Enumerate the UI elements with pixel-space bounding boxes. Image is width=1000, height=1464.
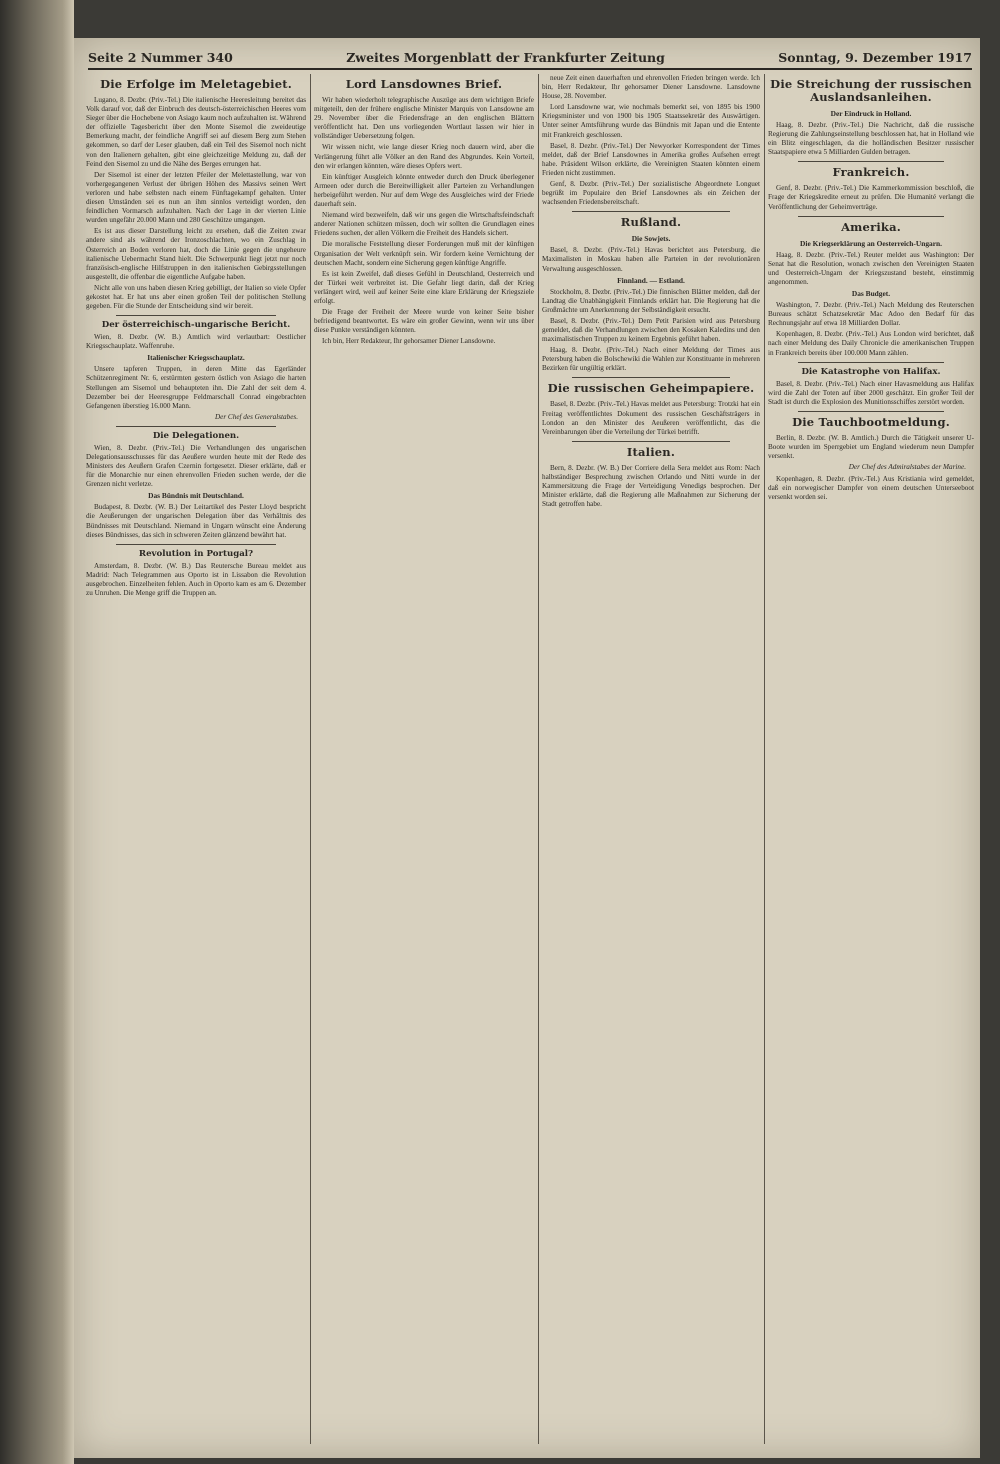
section-divider [572, 441, 730, 442]
subheading-italian-front: Italienischer Kriegsschauplatz. [147, 353, 245, 363]
subheading-war-declaration: Die Kriegserklärung an Oesterreich-Ungarn. [800, 238, 942, 248]
headline-secret-papers: Die russischen Geheimpapiere. [547, 381, 755, 396]
headline-russia: Rußland. [620, 215, 682, 230]
article-paragraph: Lugano, 8. Dezbr. (Priv.-Tel.) Die italienische Heeresleitung bereitet das Volk darauf vor, daß der Einbruch des deutsch-österreichischen Heeres vom Sieger über die Hochebene von Asiago kaum noch aufzuhalten ist. Während der offizielle Tagesbericht über den Monte Sisemol die zweideutige Bemerkung macht, der feindliche Angriff sei auf diesem Berg zum Stehen gekommen, so darf der Leser glauben, daß ein Teil des Sisemol noch nicht von den Italienern gehalten, gibt eine gleichzeitige Meldung zu, daß der Feind den Sisemol zu und die Nähe des Berges errungen hat. [86, 96, 306, 168]
article-paragraph: Basel, 8. Dezbr. (Priv.-Tel.) Havas meldet aus Petersburg: Trotzki hat ein Freitag veröffentlichtes Dokument des russischen Geschäftsträgers in London an den Minister des Aeußeren veröffentlicht, das die Vereinbarungen über die Verteilung der Türkei betrifft. [542, 400, 760, 436]
section-divider [798, 362, 944, 363]
newspaper-title: Zweites Morgenblatt der Frankfurter Zeitung [346, 49, 665, 65]
page-number: Seite 2 Nummer 340 [88, 49, 233, 65]
headline-austrian-report: Der österreichisch-ungarische Bericht. [101, 320, 291, 331]
book-spine [0, 0, 74, 1464]
section-divider [798, 411, 944, 412]
column-rule [538, 74, 539, 1444]
article-paragraph: Washington, 7. Dezbr. (Priv.-Tel.) Nach Meldung des Reuterschen Bureaus schätzt Schatzsekretär Mac Adoo den Bedarf für das Rechnungsjahr auf etwa 18 Milliarden Dollar. [768, 301, 974, 328]
column-rule [764, 74, 765, 1444]
column-2 [314, 74, 534, 1444]
article-paragraph: Basel, 8. Dezbr. (Priv.-Tel.) Der Newyorker Korrespondent der Times meldet, daß der Brief Lansdownes in Amerika großes Aufsehen erregt habe. Präsident Wilson erklärte, die Vereinigten Staaten könnten einem Frieden nicht zustimmen. [542, 141, 760, 177]
article-paragraph: Kopenhagen, 8. Dezbr. (Priv.-Tel.) Aus Kristiania wird gemeldet, daß ein norwegischer Dampfer von einem deutschen Unterseeboot versenkt worden sei. [768, 475, 974, 502]
article-paragraph: Wien, 8. Dezbr. (W. B.) Amtlich wird verlautbart: Oestlicher Kriegsschauplatz. Waffenruhe. [86, 333, 306, 351]
article-paragraph: Basel, 8. Dezbr. (Priv.-Tel.) Nach einer Havasmeldung aus Halifax wird die Zahl der Toten auf über 2000 geschätzt. Ein großer Teil der Stadt ist durch die Explosion des Munitionsschiffes zerstört worden. [768, 379, 974, 406]
headline-lansdowne: Lord Lansdownes Brief. [345, 77, 503, 91]
signature: Der Chef des Generalstabes. [214, 412, 298, 421]
issue-date: Sonntag, 9. Dezember 1917 [778, 49, 972, 65]
headline-melette: Die Erfolge im Meletagebiet. [100, 77, 292, 91]
masthead [88, 46, 972, 70]
column-rule [310, 74, 311, 1444]
section-divider [116, 426, 276, 427]
newspaper-page [74, 38, 980, 1458]
headline-portugal: Revolution in Portugal? [138, 548, 254, 559]
headline-russian-loans: Die Streichung der russischen Auslandsanleihen. [770, 77, 972, 104]
article-paragraph: Ich bin, Herr Redakteur, Ihr gehorsamer Diener Lansdowne. [322, 337, 496, 346]
article-paragraph: Niemand wird bezweifeln, daß wir uns gegen die Wirtschaftsfeindschaft anderer Nationen schützen müssen, doch wir sollten die Grundlagen eines Friedens suchen, der allen Völkern die Freiheit des Handels sichert. [314, 211, 534, 238]
article-paragraph: Nicht alle von uns haben diesen Krieg gebilligt, der Italien so viele Opfer gekostet hat. Er hat uns aber einen großen Teil der politischen Stellung gegeben. Für die Stunde der Entscheidung sind wir bereit. [86, 283, 306, 311]
article-paragraph: Wir wissen nicht, wie lange dieser Krieg noch dauern wird, aber die Verlängerung führt alle Völker an den Rand des Abgrundes. Kein Vorteil, den wir erlangen könnten, wäre dieses Opfers wert. [314, 143, 534, 170]
section-divider [572, 211, 730, 212]
section-divider [116, 315, 276, 316]
article-paragraph: Der Sisemol ist einer der letzten Pfeiler der Melettastellung, war von vorhergegangenen Verlust der übrigen Höhen des Massivs seinen Wert verloren und habe selbsten nach einem Fünftagekampf gehalten. Unter diesen Umständen sei es nun an ihm sinnlos verteidigt worden, den feindlichen Vormarsch aufzuhalten. Nach der Lage in der vierten Linie wurden ungefähr 20.000 Mann und 280 Geschütze umgangen. [86, 170, 306, 225]
column-1 [86, 74, 306, 1444]
headline-france: Frankreich. [832, 165, 910, 180]
section-divider [798, 161, 944, 162]
article-paragraph: neue Zeit einen dauerhaften und ehrenvollen Frieden bringen werde. Ich bin, Herr Redakteur, Ihr gehorsamer Diener Lansdowne. Lansdowne House, 28. November. [542, 74, 760, 101]
article-paragraph: Lord Lansdowne war, wie nochmals bemerkt sei, von 1895 bis 1900 Kriegsminister und von 1900 bis 1905 Staatssekretär des Auswärtigen. Unter seiner Amtsführung wurde das Bündnis mit Japan und die Entente mit Frankreich geschlossen. [542, 103, 760, 139]
article-paragraph: Es ist kein Zweifel, daß dieses Gefühl in Deutschland, Oesterreich und der Türkei weit verbreitet ist. Die Gefahr liegt darin, daß der Krieg verlängert wird, weil auf keiner Seite eine klare Erklärung der Kriegsziele erfolgt. [314, 269, 534, 305]
subheading-alliance: Das Bündnis mit Deutschland. [148, 491, 244, 501]
headline-delegations: Die Delegationen. [152, 430, 240, 441]
headline-halifax: Die Katastrophe von Halifax. [801, 366, 941, 377]
column-3 [542, 74, 760, 1444]
subheading-sowjets: Die Sowjets. [631, 234, 671, 244]
article-paragraph: Basel, 8. Dezbr. (Priv.-Tel.) Havas berichtet aus Petersburg, die Maximalisten in Moskau haben alle Parteien in der revolutionären Verwaltung ausgeschlossen. [542, 246, 760, 273]
article-paragraph: Haag, 8. Dezbr. (Priv.-Tel.) Nach einer Meldung der Times aus Petersburg haben die Bolschewiki die Wahlen zur Konstituante in mehreren Bezirken für ungültig erklärt. [542, 346, 760, 373]
article-paragraph: Stockholm, 8. Dezbr. (Priv.-Tel.) Die finnischen Blätter melden, daß der Landtag die Unabhängigkeit Finnlands erklärt hat. Die Regierung hat die Großmächte um Anerkennung der Selbständigkeit ersucht. [542, 287, 760, 314]
subheading-holland: Der Eindruck in Holland. [830, 109, 912, 118]
article-paragraph: Es ist aus dieser Darstellung leicht zu ersehen, daß die Zeiten zwar andere sind als während der Ironzoschlachten, wo ein Zuschlag in Österreich an Boden verloren hat, doch die Linie gegen die ungeheure italienische Uebermacht Stand hielt. Die Schwerpunkt liegt jetzt nur noch französisch-englische Hilfstruppen in den italienischen Gebirgsstellungen ausgestellt, die offenbar die eigentliche Aufgabe haben. [86, 227, 306, 281]
section-divider [798, 216, 944, 217]
article-paragraph: Die moralische Feststellung dieser Forderungen muß mit der künftigen Organisation der Welt verknüpft sein. Wir fordern keine Vernichtung der deutschen Macht, sondern eine Sicherung gegen künftige Angriffe. [314, 240, 534, 267]
article-paragraph: Genf, 8. Dezbr. (Priv.-Tel.) Der sozialistische Abgeordnete Longuet begrüßt im Populaire den Brief Lansdownes als ein Zeichen der wachsenden Friedensbereitschaft. [542, 180, 760, 207]
article-paragraph: Die Frage der Freiheit der Meere wurde von keiner Seite bisher befriedigend beantwortet. Es wäre ein großer Gewinn, wenn wir uns über diese Punkte verständigen könnten. [314, 308, 534, 335]
article-paragraph: Wien, 8. Dezbr. (Priv.-Tel.) Die Verhandlungen des ungarischen Delegationsausschusses für das Aeußere wurden heute mit der Rede des Ministers des Aeußern Grafen Czernin fortgesetzt. Dieser erklärte, daß er für die Monarchie nur einen ehrenvollen Frieden suchen werde, der die Grenzen nicht verletze. [86, 443, 306, 489]
article-paragraph: Bern, 8. Dezbr. (W. B.) Der Corriere della Sera meldet aus Rom: Nach halbständiger Besprechung zwischen Orlando und Nitti wurde in der Kammersitzung die Frage der Verteidigung Venedigs besprochen. Der Minister erklärte, daß die Regierung alle Maßnahmen zur Sicherung der Stadt getroffen habe. [542, 463, 760, 509]
article-paragraph: Unsere tapferen Truppen, in deren Mitte das Egerländer Schützenregiment Nr. 6, erstürmten gestern östlich von Asiago die harten Stellungen am Sisemol und behaupteten ihn. Die Zahl der seit dem 4. Dezember bei der Heeresgruppe Feldmarschall Conrad eingebrachten Gefangenen überstieg 16.000 Mann. [86, 365, 306, 410]
article-paragraph: Haag, 8. Dezbr. (Priv.-Tel.) Die Nachricht, daß die russische Regierung die Zahlungseinstellung beschlossen hat, hat in Holland wie ein Blitz eingeschlagen, da die holländischen Besitzer russischer Staatspapiere etwa 5 Milliarden Gulden betragen. [768, 121, 974, 157]
headline-submarine: Die Tauchbootmeldung. [792, 414, 950, 429]
article-paragraph: Budapest, 8. Dezbr. (W. B.) Der Leitartikel des Pester Lloyd bespricht die Aeußerungen der ungarischen Delegation über das Verhältnis des Bündnisses mit Deutschland. Niemand in Ungarn wünscht eine Änderung dieses Bündnisses, das sich in schweren Zeiten glänzend bewährt hat. [86, 503, 306, 539]
article-paragraph: Haag, 8. Dezbr. (Priv.-Tel.) Reuter meldet aus Washington: Der Senat hat die Resolution, wonach zwischen den Vereinigten Staaten und Oesterreich-Ungarn der Kriegszustand besteht, einstimmig angenommen. [768, 250, 974, 286]
section-divider [116, 544, 276, 545]
headline-america: Amerika. [841, 219, 901, 234]
signature: Der Chef des Admiralstabes der Marine. [848, 463, 966, 472]
article-paragraph: Wir haben wiederholt telegraphische Auszüge aus dem wichtigen Briefe mitgeteilt, den der frühere englische Minister Marquis von Lansdowne am 29. November über die Friedensfrage an den englischen Blättern veröffentlicht hat. Den uns vorliegenden Wortlaut lassen wir hier in vollständiger Uebersetzung folgen. [314, 96, 534, 141]
headline-italy: Italien. [626, 444, 676, 459]
article-paragraph: Ein künftiger Ausgleich könnte entweder durch den Druck überlegener Armeen oder durch die Bereitwilligkeit aller Parteien zu Verhandlungen herbeigeführt werden. Nur auf dem Wege des Ausgleiches wird der Friede dauerhaft sein. [314, 172, 534, 209]
subheading-finland: Finnland. — Estland. [617, 275, 685, 285]
article-paragraph: Amsterdam, 8. Dezbr. (W. B.) Das Reutersche Bureau meldet aus Madrid: Nach Telegrammen aus Oporto ist in Lissabon die Revolution ausgebrochen. Einzelheiten fehlen. Auch in Oporto kam es am 6. Dezember zu Unruhen. Die Menge griff die Truppen an. [86, 561, 306, 598]
article-paragraph: Kopenhagen, 8. Dezbr. (Priv.-Tel.) Aus London wird berichtet, daß nach einer Meldung des Daily Chronicle die amerikanischen Truppen in Frankreich bereits über 100.000 Mann zählen. [768, 330, 974, 357]
article-paragraph: Genf, 8. Dezbr. (Priv.-Tel.) Die Kammerkommission beschloß, die Frage der Kriegskredite erneut zu prüfen. Die Humanité verlangt die Veröffentlichung der Geheimverträge. [768, 184, 974, 211]
article-paragraph: Basel, 8. Dezbr. (Priv.-Tel.) Dem Petit Parisien wird aus Petersburg gemeldet, daß die Verhandlungen zwischen den Kosaken Kaledins und den maximalistischen Truppen zu keinem Ergebnis geführt haben. [542, 316, 760, 344]
section-divider [572, 377, 730, 378]
column-4 [768, 74, 974, 1444]
article-paragraph: Berlin, 8. Dezbr. (W. B. Amtlich.) Durch die Tätigkeit unserer U-Boote wurden im Sperrgebiet um England wiederum neun Dampfer versenkt. [768, 433, 974, 461]
subheading-budget: Das Budget. [851, 289, 891, 299]
